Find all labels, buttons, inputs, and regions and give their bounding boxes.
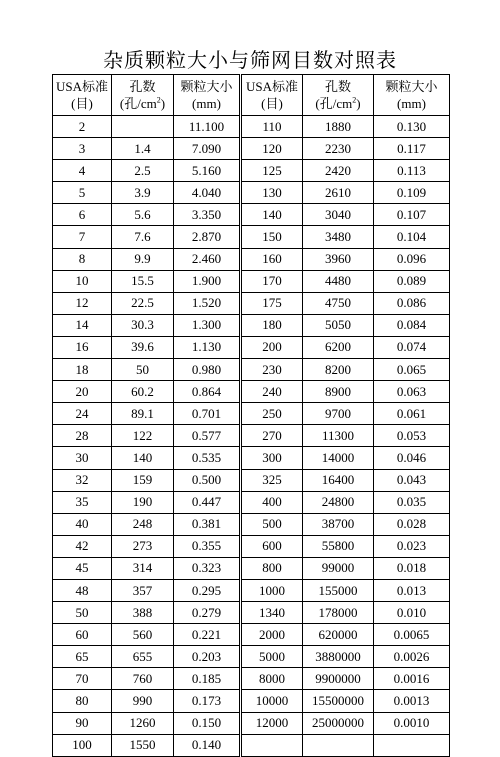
table-row (53, 226, 450, 248)
hole-count-cell: 990 (112, 690, 174, 712)
usa-mesh-cell: 120 (241, 138, 303, 160)
particle-size-cell: 0.107 (374, 204, 450, 226)
usa-mesh-cell: 60 (53, 624, 112, 646)
hole-count-cell: 5050 (303, 314, 374, 336)
hole-count-cell: 248 (112, 513, 174, 535)
header-unit (303, 95, 373, 112)
hole-count-cell: 655 (112, 646, 174, 668)
particle-size-cell: 0.117 (374, 138, 450, 160)
usa-mesh-cell: 40 (53, 513, 112, 535)
hole-count-cell: 8900 (303, 381, 374, 403)
table-row (53, 447, 450, 469)
hole-count-cell: 25000000 (303, 712, 374, 734)
hole-count-cell: 140 (112, 447, 174, 469)
particle-size-cell: 0.577 (174, 425, 241, 447)
particle-size-cell: 0.130 (374, 116, 450, 138)
particle-size-cell: 0.323 (174, 557, 241, 579)
page-title: 杂质颗粒大小与筛网目数对照表 (103, 48, 397, 72)
hole-count-cell: 4750 (303, 292, 374, 314)
particle-size-cell: 11.100 (174, 116, 241, 138)
table-row (53, 270, 450, 292)
particle-size-cell: 0.074 (374, 336, 450, 358)
usa-mesh-cell: 24 (53, 403, 112, 425)
usa-mesh-cell: 180 (241, 314, 303, 336)
particle-size-cell: 0.113 (374, 160, 450, 182)
particle-size-cell: 0.053 (374, 425, 450, 447)
usa-mesh-cell: 800 (241, 557, 303, 579)
table-row (53, 204, 450, 226)
usa-mesh-cell: 240 (241, 381, 303, 403)
particle-size-cell: 0.140 (174, 734, 241, 756)
particle-size-cell: 0.010 (374, 602, 450, 624)
particle-size-cell: 0.864 (174, 381, 241, 403)
header-unit-text: (孔/cm (315, 96, 353, 111)
usa-mesh-cell: 70 (53, 668, 112, 690)
usa-mesh-cell: 175 (241, 292, 303, 314)
usa-mesh-cell: 2 (53, 116, 112, 138)
hole-count-cell: 620000 (303, 624, 374, 646)
particle-size-cell: 0.028 (374, 513, 450, 535)
usa-mesh-cell: 14 (53, 314, 112, 336)
hole-count-cell: 3960 (303, 248, 374, 270)
table-body (53, 75, 450, 757)
usa-mesh-cell: 250 (241, 403, 303, 425)
usa-mesh-cell: 48 (53, 579, 112, 601)
particle-size-cell: 0.535 (174, 447, 241, 469)
hole-count-cell: 357 (112, 579, 174, 601)
usa-mesh-cell: 300 (241, 447, 303, 469)
header-particle-size (374, 75, 450, 116)
particle-size-cell: 0.279 (174, 602, 241, 624)
header-row (53, 75, 450, 116)
usa-mesh-cell: 28 (53, 425, 112, 447)
usa-mesh-cell: 20 (53, 381, 112, 403)
usa-mesh-cell: 8 (53, 248, 112, 270)
header-label: 颗粒大小 (180, 79, 233, 94)
table-row (53, 579, 450, 601)
particle-size-cell: 0.701 (174, 403, 241, 425)
particle-size-cell: 1.300 (174, 314, 241, 336)
header-unit (112, 95, 173, 112)
usa-mesh-cell: 42 (53, 535, 112, 557)
usa-mesh-cell: 16 (53, 336, 112, 358)
hole-count-cell: 273 (112, 535, 174, 557)
table-row (53, 712, 450, 734)
header-unit: (目) (261, 96, 283, 111)
hole-count-cell: 5.6 (112, 204, 174, 226)
table-row (53, 668, 450, 690)
usa-mesh-cell: 10 (53, 270, 112, 292)
hole-count-cell: 39.6 (112, 336, 174, 358)
particle-size-cell: 0.096 (374, 248, 450, 270)
particle-size-cell: 0.063 (374, 381, 450, 403)
hole-count-cell: 122 (112, 425, 174, 447)
table-row (53, 381, 450, 403)
particle-size-cell: 0.355 (174, 535, 241, 557)
table-row (53, 336, 450, 358)
hole-count-cell: 155000 (303, 579, 374, 601)
hole-count-cell: 2230 (303, 138, 374, 160)
hole-count-cell: 89.1 (112, 403, 174, 425)
header-label: 颗粒大小 (385, 79, 438, 94)
particle-size-cell: 0.086 (374, 292, 450, 314)
header-label: USA标准 (245, 79, 298, 94)
hole-count-cell: 6200 (303, 336, 374, 358)
table-row (53, 557, 450, 579)
hole-count-cell: 3.9 (112, 182, 174, 204)
particle-size-cell: 0.185 (174, 668, 241, 690)
usa-mesh-cell: 140 (241, 204, 303, 226)
usa-mesh-cell: 270 (241, 425, 303, 447)
table-row (53, 403, 450, 425)
usa-mesh-cell: 80 (53, 690, 112, 712)
header-label: USA标准 (55, 79, 108, 94)
hole-count-cell: 314 (112, 557, 174, 579)
usa-mesh-cell: 18 (53, 359, 112, 381)
header-unit-close: ) (356, 96, 361, 111)
table-row (53, 535, 450, 557)
particle-size-cell: 0.0016 (374, 668, 450, 690)
particle-size-cell: 0.203 (174, 646, 241, 668)
hole-count-cell: 9.9 (112, 248, 174, 270)
usa-mesh-cell: 5 (53, 182, 112, 204)
particle-size-cell: 0.109 (374, 182, 450, 204)
particle-size-cell: 0.043 (374, 469, 450, 491)
table-row (53, 182, 450, 204)
particle-size-cell: 3.350 (174, 204, 241, 226)
particle-size-cell: 1.130 (174, 336, 241, 358)
usa-mesh-cell: 90 (53, 712, 112, 734)
hole-count-cell: 159 (112, 469, 174, 491)
usa-mesh-cell: 160 (241, 248, 303, 270)
usa-mesh-cell: 1000 (241, 579, 303, 601)
table-row (53, 292, 450, 314)
hole-count-cell: 50 (112, 359, 174, 381)
table-row (53, 425, 450, 447)
particle-size-cell: 0.018 (374, 557, 450, 579)
usa-mesh-cell: 30 (53, 447, 112, 469)
table-row (53, 469, 450, 491)
hole-count-cell: 55800 (303, 535, 374, 557)
header-unit-text: (孔/cm (119, 96, 157, 111)
hole-count-cell: 4480 (303, 270, 374, 292)
hole-count-cell: 3480 (303, 226, 374, 248)
header-usa-mesh (53, 75, 112, 116)
particle-size-cell: 0.0010 (374, 712, 450, 734)
usa-mesh-cell: 32 (53, 469, 112, 491)
table-row (53, 138, 450, 160)
table-row (53, 734, 450, 756)
table-row (53, 248, 450, 270)
usa-mesh-cell: 12000 (241, 712, 303, 734)
header-unit-sup: 2 (156, 95, 161, 105)
hole-count-cell: 30.3 (112, 314, 174, 336)
header-unit: (mm) (192, 96, 221, 111)
particle-size-cell: 0.0026 (374, 646, 450, 668)
hole-count-cell: 178000 (303, 602, 374, 624)
table-row (53, 116, 450, 138)
hole-count-cell: 2610 (303, 182, 374, 204)
usa-mesh-cell: 1340 (241, 602, 303, 624)
header-particle-size (174, 75, 241, 116)
usa-mesh-cell: 325 (241, 469, 303, 491)
hole-count-cell: 2420 (303, 160, 374, 182)
particle-size-cell: 0.500 (174, 469, 241, 491)
usa-mesh-cell: 200 (241, 336, 303, 358)
header-unit-close: ) (160, 96, 166, 111)
hole-count-cell: 560 (112, 624, 174, 646)
particle-size-cell (374, 734, 450, 756)
usa-mesh-cell: 50 (53, 602, 112, 624)
particle-size-cell: 0.065 (374, 359, 450, 381)
hole-count-cell: 7.6 (112, 226, 174, 248)
particle-size-cell: 2.870 (174, 226, 241, 248)
particle-size-cell: 0.023 (374, 535, 450, 557)
particle-size-cell: 0.084 (374, 314, 450, 336)
particle-size-cell: 0.980 (174, 359, 241, 381)
hole-count-cell: 8200 (303, 359, 374, 381)
hole-count-cell: 1880 (303, 116, 374, 138)
header-unit-sup: 2 (352, 95, 357, 105)
header-label: 孔数 (129, 79, 156, 94)
usa-mesh-cell: 110 (241, 116, 303, 138)
hole-count-cell: 24800 (303, 491, 374, 513)
hole-count-cell: 3040 (303, 204, 374, 226)
usa-mesh-cell (241, 734, 303, 756)
table-row (53, 646, 450, 668)
particle-size-cell: 0.061 (374, 403, 450, 425)
hole-count-cell: 1260 (112, 712, 174, 734)
table-row (53, 160, 450, 182)
particle-size-cell: 0.221 (174, 624, 241, 646)
particle-size-cell: 0.089 (374, 270, 450, 292)
header-usa-mesh (241, 75, 303, 116)
header-hole-count (112, 75, 174, 116)
particle-size-cell: 1.900 (174, 270, 241, 292)
usa-mesh-cell: 8000 (241, 668, 303, 690)
usa-mesh-cell: 4 (53, 160, 112, 182)
usa-mesh-cell: 400 (241, 491, 303, 513)
particle-size-cell: 0.295 (174, 579, 241, 601)
particle-size-cell: 0.381 (174, 513, 241, 535)
table-row (53, 513, 450, 535)
usa-mesh-cell: 35 (53, 491, 112, 513)
usa-mesh-cell: 45 (53, 557, 112, 579)
usa-mesh-cell: 170 (241, 270, 303, 292)
particle-size-cell: 0.173 (174, 690, 241, 712)
usa-mesh-cell: 10000 (241, 690, 303, 712)
usa-mesh-cell: 100 (53, 734, 112, 756)
table-row (53, 690, 450, 712)
particle-size-cell: 5.160 (174, 160, 241, 182)
particle-size-cell: 7.090 (174, 138, 241, 160)
hole-count-cell: 1550 (112, 734, 174, 756)
particle-size-cell: 0.0013 (374, 690, 450, 712)
hole-count-cell: 11300 (303, 425, 374, 447)
usa-mesh-cell: 230 (241, 359, 303, 381)
hole-count-cell (112, 116, 174, 138)
hole-count-cell: 15500000 (303, 690, 374, 712)
hole-count-cell: 388 (112, 602, 174, 624)
hole-count-cell: 38700 (303, 513, 374, 535)
particle-size-cell: 1.520 (174, 292, 241, 314)
particle-size-cell: 0.150 (174, 712, 241, 734)
particle-size-cell: 0.046 (374, 447, 450, 469)
hole-count-cell: 1.4 (112, 138, 174, 160)
particle-size-cell: 0.447 (174, 491, 241, 513)
header-label: 孔数 (324, 79, 351, 94)
usa-mesh-cell: 6 (53, 204, 112, 226)
usa-mesh-cell: 7 (53, 226, 112, 248)
hole-count-cell: 60.2 (112, 381, 174, 403)
usa-mesh-cell: 2000 (241, 624, 303, 646)
table-row (53, 624, 450, 646)
particle-size-cell: 0.104 (374, 226, 450, 248)
hole-count-cell: 14000 (303, 447, 374, 469)
particle-size-cell: 2.460 (174, 248, 241, 270)
usa-mesh-cell: 500 (241, 513, 303, 535)
particle-size-cell: 0.0065 (374, 624, 450, 646)
mesh-size-table (52, 74, 450, 757)
hole-count-cell: 3880000 (303, 646, 374, 668)
particle-size-cell: 0.035 (374, 491, 450, 513)
usa-mesh-cell: 65 (53, 646, 112, 668)
hole-count-cell: 16400 (303, 469, 374, 491)
table-row (53, 602, 450, 624)
hole-count-cell (303, 734, 374, 756)
hole-count-cell: 2.5 (112, 160, 174, 182)
usa-mesh-cell: 3 (53, 138, 112, 160)
hole-count-cell: 9900000 (303, 668, 374, 690)
hole-count-cell: 15.5 (112, 270, 174, 292)
hole-count-cell: 9700 (303, 403, 374, 425)
header-hole-count (303, 75, 374, 116)
hole-count-cell: 22.5 (112, 292, 174, 314)
table-row (53, 314, 450, 336)
hole-count-cell: 190 (112, 491, 174, 513)
table-row (53, 359, 450, 381)
header-unit: (目) (71, 96, 93, 111)
header-unit: (mm) (397, 96, 426, 111)
usa-mesh-cell: 125 (241, 160, 303, 182)
hole-count-cell: 760 (112, 668, 174, 690)
usa-mesh-cell: 5000 (241, 646, 303, 668)
usa-mesh-cell: 130 (241, 182, 303, 204)
usa-mesh-cell: 600 (241, 535, 303, 557)
usa-mesh-cell: 12 (53, 292, 112, 314)
table-row (53, 491, 450, 513)
hole-count-cell: 99000 (303, 557, 374, 579)
particle-size-cell: 0.013 (374, 579, 450, 601)
particle-size-cell: 4.040 (174, 182, 241, 204)
usa-mesh-cell: 150 (241, 226, 303, 248)
